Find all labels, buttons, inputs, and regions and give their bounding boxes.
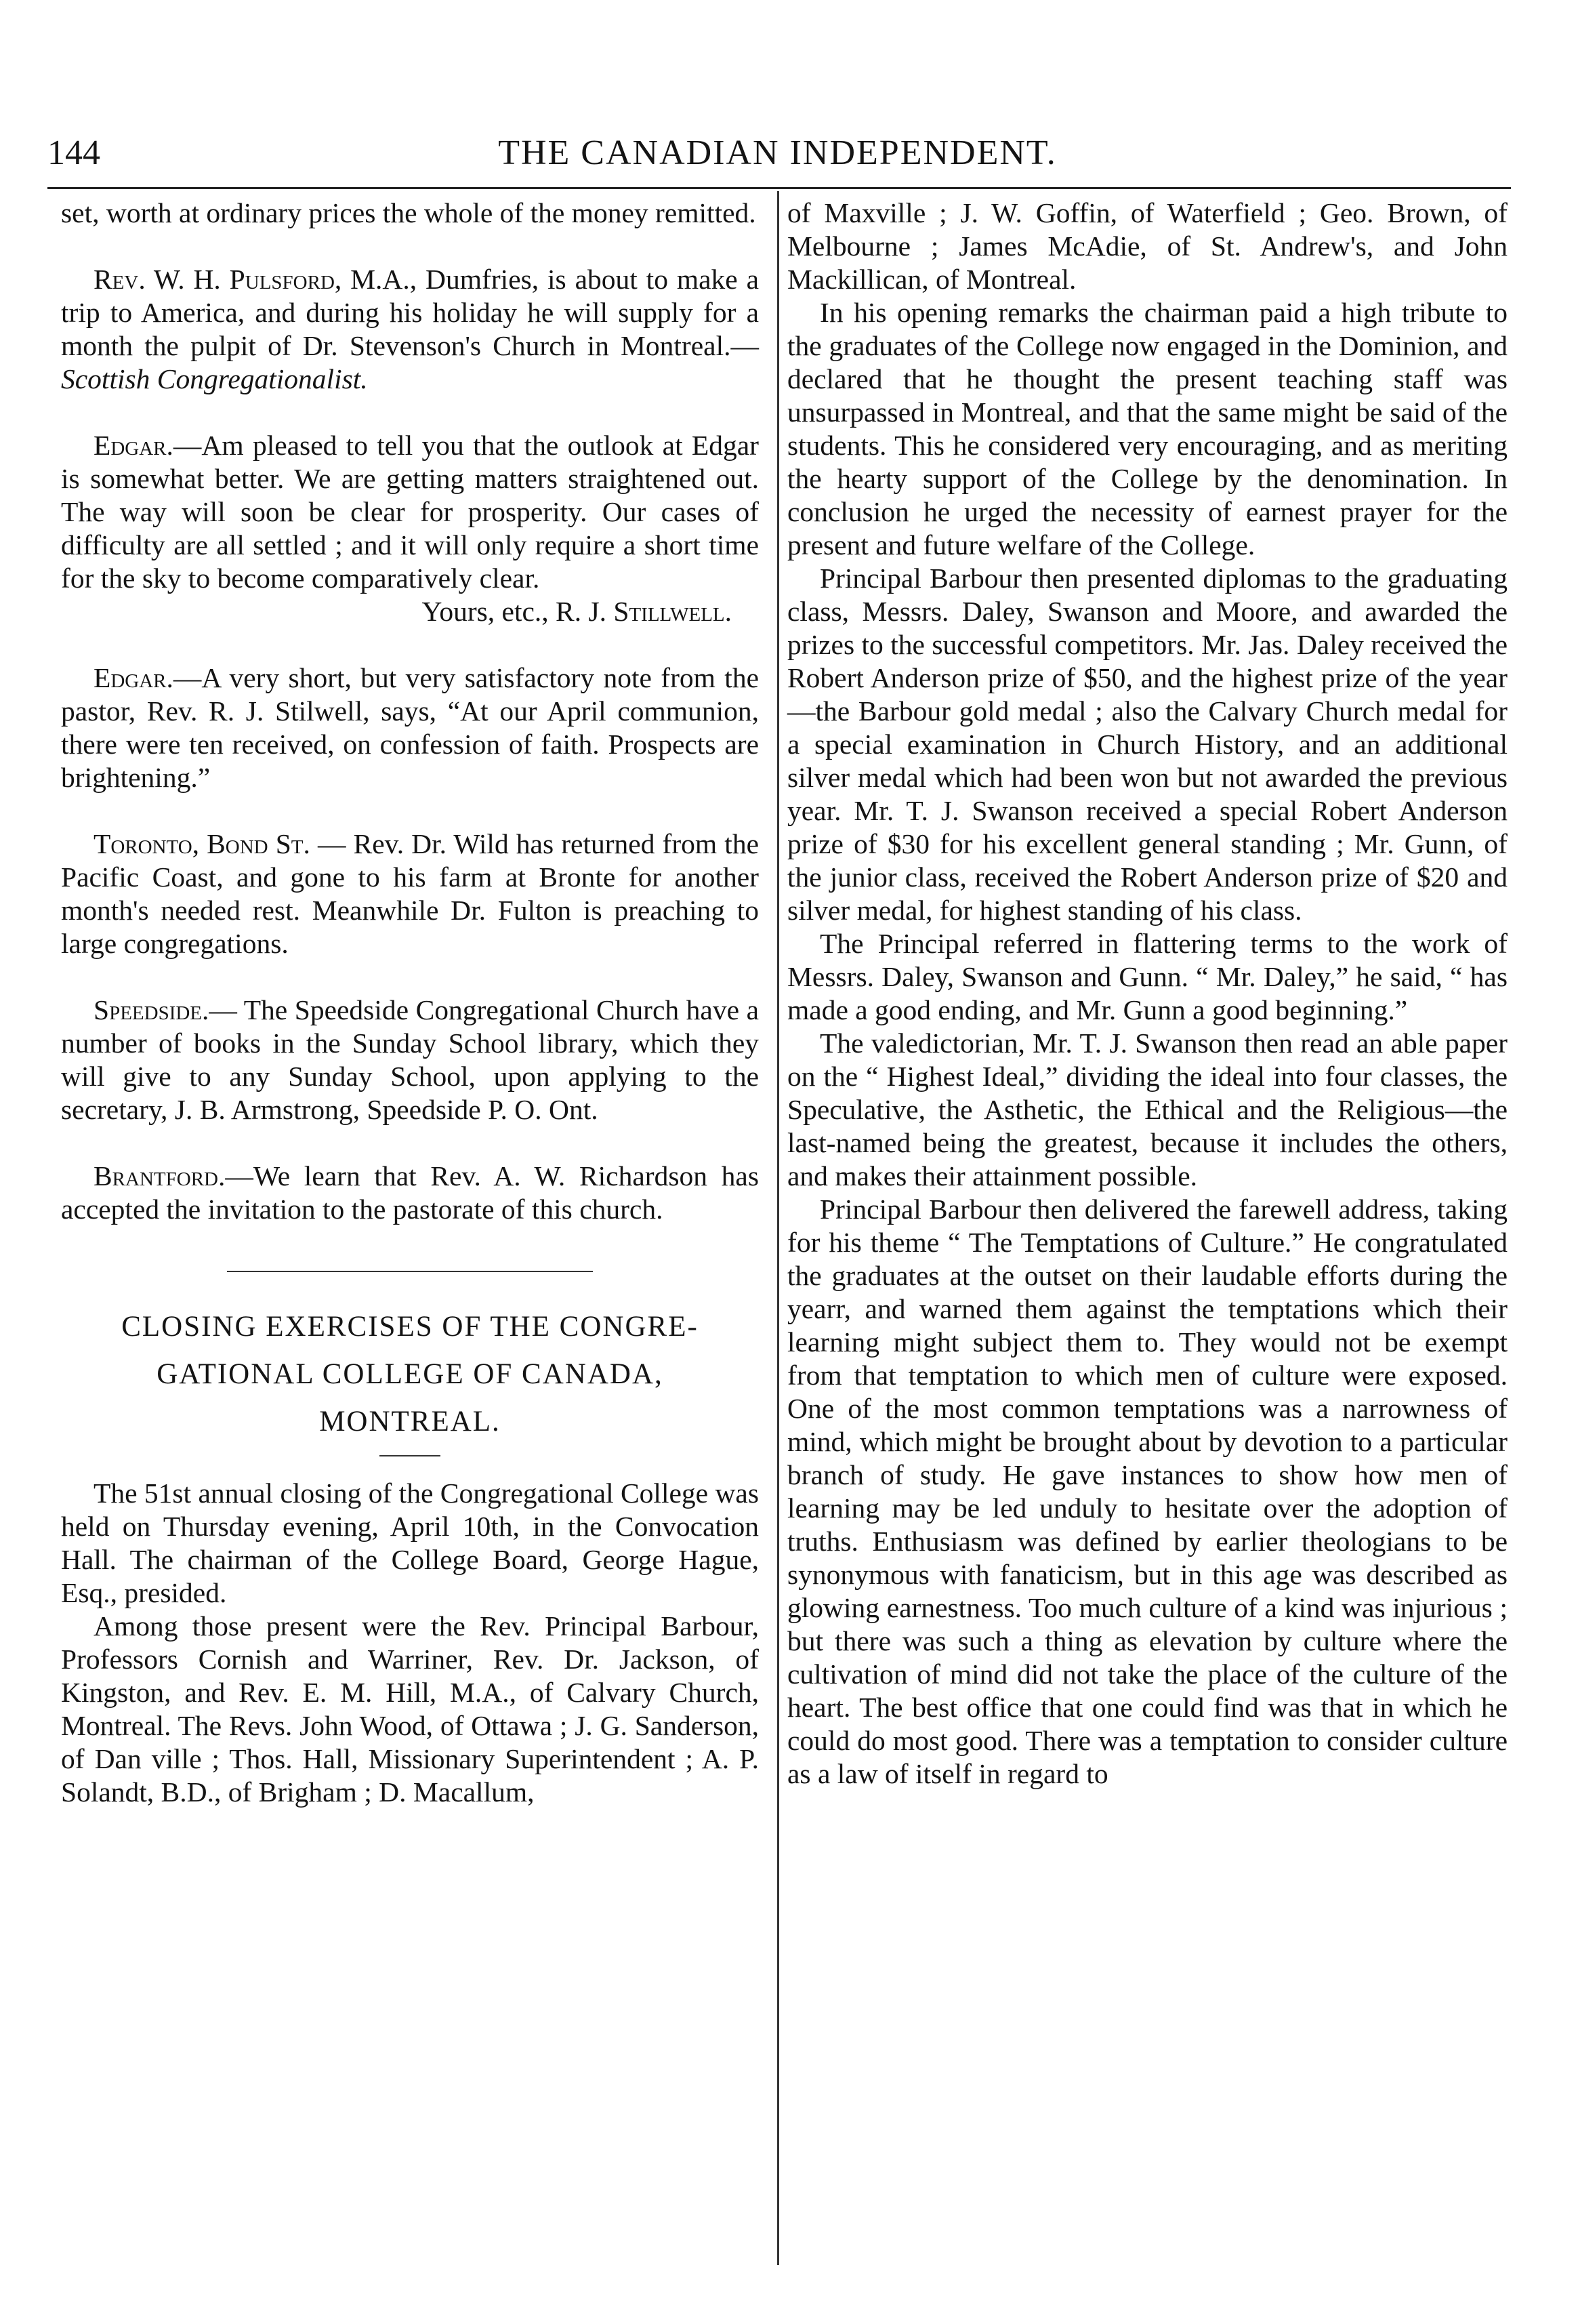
article-paragraph-7: The valedictorian, Mr. T. J. Swanson then read an able paper on the “ Highest Ideal,” dividing the ideal into four classes, the Speculative, the Asthetic, the Ethical and the Religious—the last-named being the greatest, because it includes the others, and makes their attainment possible. xyxy=(787,1027,1508,1191)
article-paragraph-4: In his opening remarks the chairman paid a high tribute to the graduates of the College now engaged in the Dominion, and declared that he thought the present teaching staff was unsurpassed in Montreal, and that the same might be said of the students. This he considered very encouraging, and as meriting the hearty support of the College by the denomination. In conclusion he urged the necessity of earnest prayer for the present and future welfare of the College. xyxy=(787,297,1508,560)
title-divider xyxy=(379,1455,440,1456)
article-paragraph-1: The 51st annual closing of the Congregational College was held on Thursday evening, April 10th, in the Convocation Hall. The chairman of the College Board, George Hague, Esq., presided. xyxy=(61,1477,759,1608)
journal-title: THE CANADIAN INDEPENDENT. xyxy=(498,134,1057,172)
news-item-place: Toronto, Bond St. xyxy=(94,828,310,859)
column-divider xyxy=(777,191,779,2265)
intro-fragment: set, worth at ordinary prices the whole of the money remitted. xyxy=(61,197,756,228)
news-item-text: — The Speedside Congregational Church have a number of books in the Sunday School library, which they will give to any Sunday School, upon applying to the secretary, J. B. Armstrong, Speedside P. O. Ont. xyxy=(61,994,759,1125)
left-column xyxy=(61,197,759,1809)
article-paragraph-8: Principal Barbour then delivered the farewell address, taking for his theme “ The Temptations of Culture.” He congratulated the graduates at the outset on their laudable efforts during the yearr, and warned them against the temptations which their learning might subject them to. They would not be exempt from that temptation to which men of culture were exposed. One of the most common temptations was a narrowness of mind, which might be brought about by devotion to a particular branch of study. He gave instances to show how men of learning may be led unduly to hesitate over the adoption of truths. Enthusiasm was defined by earlier theologians to be synonymous with fanaticism, but in this age was described as glowing earnestness. Too much culture of a kind was injurious ; but there was such a thing as elevation by culture where the cultivation of mind did not take the place of the culture of the heart. The best office that one could find was that in which he could do most good. There was a temptation to consider culture as a law of itself in regard to xyxy=(787,1194,1508,1789)
article-paragraph-6: The Principal referred in flattering terms to the work of Messrs. Daley, Swanson and Gunn. “ Mr. Daley,” he said, “ has made a good ending, and Mr. Gunn a good beginning.” xyxy=(787,928,1508,1025)
article-paragraph-2: Among those present were the Rev. Principal Barbour, Professors Cornish and Warriner, Rev. Dr. Jackson, of Kingston, and Rev. E. M. Hill, M.A., of Calvary Church, Montreal. The Revs. John Wood, of Ottawa ; J. G. Sanderson, of Dan ville ; Thos. Hall, Missionary Superintendent ; A. P. Solandt, B.D., of Brigham ; D. Macallum, xyxy=(61,1610,759,1808)
news-item-place: Speedside. xyxy=(94,994,209,1025)
news-item-edgar-1 xyxy=(61,429,759,595)
news-item-text: —We learn that Rev. A. W. Richardson has accepted the invitation to the pastorate of this church. xyxy=(61,1160,759,1225)
news-item-place: Brantford. xyxy=(94,1160,226,1191)
article-paragraph-3: of Maxville ; J. W. Goffin, of Waterfield ; Geo. Brown, of Melbourne ; James McAdie, of St. Andrew's, and John Mackillican, of Montreal. xyxy=(787,197,1508,295)
page-number: 144 xyxy=(47,134,100,172)
news-item-source: Scottish Congregationalist. xyxy=(61,363,368,394)
signature xyxy=(61,595,759,628)
news-item-place: Edgar. xyxy=(94,430,173,461)
page-header xyxy=(47,133,1508,180)
signature-prefix: Yours, etc., R. J. xyxy=(421,596,614,627)
news-item-toronto xyxy=(61,828,759,960)
article-paragraph-5: Principal Barbour then presented diplomas to the graduating class, Messrs. Daley, Swanson and Moore, and awarded the prizes to the successful competitors. Mr. Jas. Daley received the Robert Anderson prize of $50, and the highest prize of the year—the Barbour gold medal ; also the Calvary Church medal for a special examination in Church History, and an additional silver medal which had been won but not awarded the previous year. Mr. T. J. Swanson received a special Robert Anderson prize of $30 for his excellent general standing ; Mr. Gunn, of the junior class, received the Robert Anderson prize of $20 and silver medal, for highest standing of his class. xyxy=(787,563,1508,926)
right-column xyxy=(787,197,1508,1791)
article-title xyxy=(61,1303,759,1446)
news-item-name: Rev. W. H. Pulsford xyxy=(94,264,335,295)
news-item-text: —Am pleased to tell you that the outlook at Edgar is somewhat better. We are getting matters straightened out. The way will soon be clear for prosperity. Our cases of difficulty are all settled ; and it will only require a short time for the sky to become comparatively clear. xyxy=(61,430,759,594)
news-item-brantford xyxy=(61,1160,759,1226)
header-rule xyxy=(47,187,1511,189)
news-item-place: Edgar. xyxy=(94,662,173,693)
news-item-pulsford xyxy=(61,263,759,396)
news-item-text: —A very short, but very satisfactory note from the pastor, Rev. R. J. Stilwell, says, “At our April communion, there were ten received, on confession of faith. Prospects are brightening.” xyxy=(61,662,759,793)
article-title-line-1: CLOSING EXERCISES OF THE CONGRE- xyxy=(121,1311,699,1343)
article-title-line-2: GATIONAL COLLEGE OF CANADA, xyxy=(157,1358,663,1390)
news-item-text: — Rev. Dr. Wild has returned from the Pacific Coast, and gone to his farm at Bronte for another month's needed rest. Meanwhile Dr. Fulton is preaching to large congregations. xyxy=(61,828,759,959)
news-item-speedside xyxy=(61,994,759,1126)
signature-name: Stillwell. xyxy=(613,596,732,627)
news-item-text: , M.A., Dumfries, is about to make a trip to America, and during his holiday he will supply for a month the pulpit of Dr. Stevenson's Church in Montreal.— xyxy=(61,264,759,361)
article-title-line-3: MONTREAL. xyxy=(319,1406,501,1438)
news-item-edgar-2 xyxy=(61,661,759,794)
section-divider xyxy=(227,1271,593,1272)
